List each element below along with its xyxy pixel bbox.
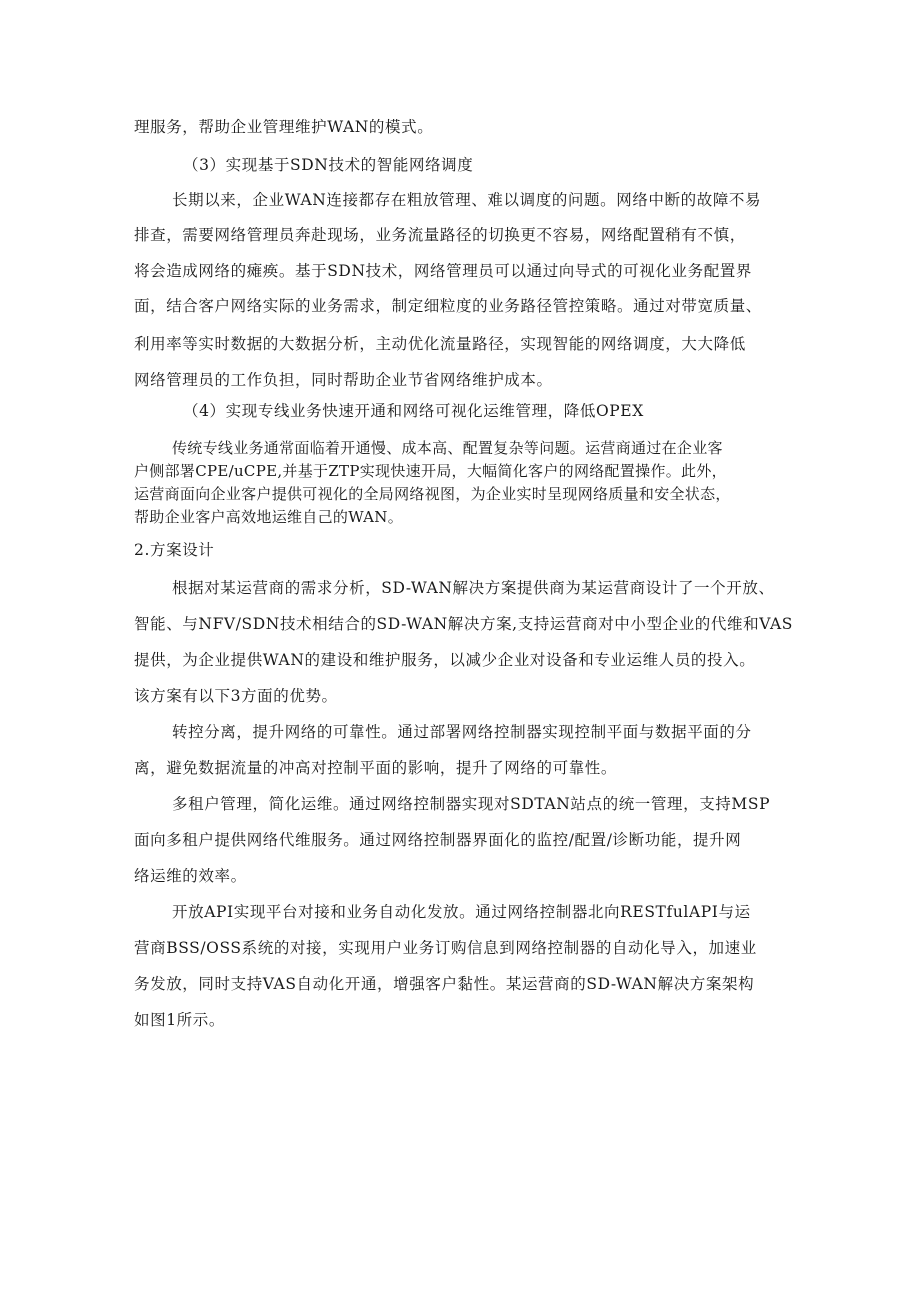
paragraph-line: 营商BSS/OSS系统的对接，实现用户业务订购信息到网络控制器的自动化导入，加速业 [134, 939, 757, 957]
paragraph-line: 面，结合客户网络实际的业务需求，制定细粒度的业务路径管控策略。通过对带宽质量、 [134, 297, 762, 315]
paragraph-line: 排查，需要网络管理员奔赴现场，业务流量路径的切换更不容易，网络配置稍有不慎， [134, 226, 746, 244]
paragraph-line: 转控分离，提升网络的可靠性。通过部署网络控制器实现控制平面与数据平面的分 [172, 723, 752, 741]
paragraph-line: 户侧部署CPE/uCPE,并基于ZTP实现快速开局，大幅简化客户的网络配置操作。此外， [134, 462, 727, 480]
paragraph-line: 运营商面向企业客户提供可视化的全局网络视图，为企业实时呈现网络质量和安全状态， [134, 485, 731, 503]
paragraph-line: 络运维的效率。 [134, 867, 247, 885]
paragraph-line: 理服务，帮助企业管理维护WAN的模式。 [134, 118, 434, 136]
paragraph-line: 帮助企业客户高效地运维自己的WAN。 [134, 508, 404, 526]
paragraph-line: 该方案有以下3方面的优势。 [134, 687, 338, 705]
paragraph-line: 如图1所示。 [134, 1011, 225, 1029]
paragraph-line: 开放API实现平台对接和业务自动化发放。通过网络控制器北向RESTfulAPI与运 [172, 903, 751, 921]
section-heading: （3）实现基于SDN技术的智能网络调度 [183, 156, 474, 174]
paragraph-line: 多租户管理，简化运维。通过网络控制器实现对SDTAN站点的统一管理，支持MSP [172, 795, 771, 813]
paragraph-line: 提供，为企业提供WAN的建设和维护服务，以减少企业对设备和专业运维人员的投入。 [134, 651, 756, 669]
paragraph-line: 将会造成网络的瘫痪。基于SDN技术，网络管理员可以通过向导式的可视化业务配置界 [134, 262, 753, 280]
paragraph-line: 利用率等实时数据的大数据分析，主动优化流量路径，实现智能的网络调度，大大降低 [134, 335, 746, 353]
section-heading: （4）实现专线业务快速开通和网络可视化运维管理，降低OPEX [183, 402, 644, 420]
paragraph-line: 根据对某运营商的需求分析，SD-WAN解决方案提供商为某运营商设计了一个开放、 [172, 579, 775, 597]
section-heading: 2.方案设计 [134, 541, 215, 559]
paragraph-line: 离，避免数据流量的冲高对控制平面的影响，提升了网络的可靠性。 [134, 759, 618, 777]
paragraph-line: 网络管理员的工作负担，同时帮助企业节省网络维护成本。 [134, 371, 553, 389]
paragraph-line: 面向多租户提供网络代维服务。通过网络控制器界面化的监控/配置/诊断功能，提升网 [134, 831, 742, 849]
paragraph-line: 传统专线业务通常面临着开通慢、成本高、配置复杂等问题。运营商通过在企业客 [172, 439, 723, 457]
paragraph-line: 长期以来，企业WAN连接都存在粗放管理、难以调度的问题。网络中断的故障不易 [172, 191, 762, 209]
paragraph-line: 务发放，同时支持VAS自动化开通，增强客户黏性。某运营商的SD-WAN解决方案架构 [134, 975, 755, 993]
paragraph-line: 智能、与NFV/SDN技术相结合的SD-WAN解决方案,支持运营商对中小型企业的代维和VAS [134, 615, 793, 633]
